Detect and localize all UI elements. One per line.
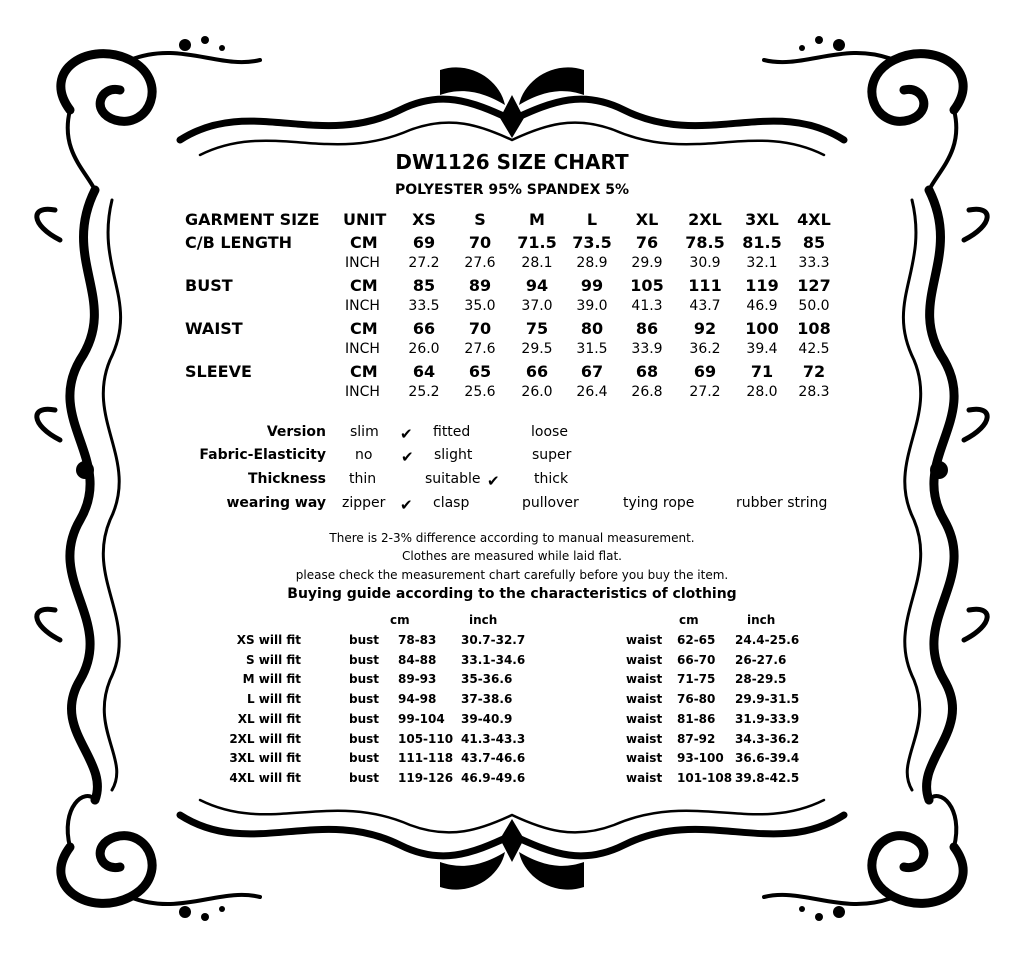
row-label: WAIST <box>185 319 243 338</box>
cell-inch: 28.9 <box>576 255 608 271</box>
guide-bust-cm: 111-118 <box>398 751 454 766</box>
guide-bust-cm: 89-93 <box>398 672 437 687</box>
check-icon: ✔ <box>401 448 414 466</box>
cell-inch: 25.2 <box>408 384 440 400</box>
guide-bust-cm: 94-98 <box>398 692 437 707</box>
guide-waist-inch: 31.9-33.9 <box>735 711 800 726</box>
check-icon: ✔ <box>487 472 500 490</box>
guide-bust-label: bust <box>349 751 380 766</box>
guide-waist-label: waist <box>626 731 663 746</box>
guide-bust-label: bust <box>349 633 380 647</box>
unit-cm: CM <box>350 319 378 338</box>
cell-inch: 25.6 <box>464 384 496 400</box>
size-header-xs: XS <box>412 210 436 229</box>
guide-waist-cm: 87-92 <box>677 731 716 746</box>
unit-inch: INCH <box>345 341 380 357</box>
guide-fit-label: 2XL will fit <box>229 731 301 746</box>
unit-cm: CM <box>350 276 378 295</box>
cell-cm: 119 <box>745 276 779 295</box>
guide-waist-cm: 66-70 <box>677 652 716 667</box>
row-label: BUST <box>185 276 233 295</box>
cell-inch: 33.9 <box>631 341 663 357</box>
size-header-s: S <box>474 210 486 229</box>
cell-inch: 36.2 <box>689 341 721 357</box>
attribute-label: wearing way <box>226 495 326 511</box>
guide-bust-inch: 43.7-46.6 <box>461 751 526 766</box>
cell-cm: 75 <box>525 319 549 338</box>
note-line: Clothes are measured while laid flat. <box>402 549 622 563</box>
unit-inch: INCH <box>345 255 380 271</box>
guide-waist-label: waist <box>626 633 663 647</box>
guide-waist-inch: 34.3-36.2 <box>735 731 800 746</box>
note-line: please check the measurement chart carefully before you buy the item. <box>295 568 729 582</box>
guide-bust-inch: 37-38.6 <box>461 692 513 707</box>
guide-bust-label: bust <box>349 770 380 785</box>
attribute-option: slim <box>350 424 379 440</box>
attribute-option: suitable <box>425 471 481 487</box>
cell-cm: 86 <box>635 319 659 338</box>
cell-inch: 28.1 <box>521 255 553 271</box>
attribute-label: Version <box>266 424 326 440</box>
guide-fit-label: L will fit <box>246 692 301 707</box>
guide-fit-label: 4XL will fit <box>229 770 301 785</box>
row-label: SLEEVE <box>185 362 252 381</box>
attribute-option: rubber string <box>736 495 828 511</box>
cell-inch: 37.0 <box>521 298 553 314</box>
guide-bust-inch: 46.9-49.6 <box>461 770 526 785</box>
guide-waist-inch: 26-27.6 <box>735 652 787 667</box>
attribute-option: fitted <box>433 424 471 440</box>
cell-inch: 46.9 <box>746 298 778 314</box>
cell-cm: 108 <box>797 319 831 338</box>
buying-guide-title: Buying guide according to the characteristics of clothing <box>287 586 737 602</box>
attribute-option: clasp <box>433 495 470 511</box>
attribute-option: zipper <box>342 495 386 511</box>
guide-header-cm: cm <box>390 613 410 627</box>
guide-waist-inch: 39.8-42.5 <box>735 770 800 785</box>
header-garment-size: GARMENT SIZE <box>185 210 320 229</box>
cell-inch: 27.6 <box>464 341 496 357</box>
guide-waist-inch: 24.4-25.6 <box>735 633 800 647</box>
cell-inch: 41.3 <box>631 298 663 314</box>
unit-cm: CM <box>350 233 378 252</box>
cell-inch: 42.5 <box>798 341 830 357</box>
cell-cm: 127 <box>797 276 831 295</box>
cell-cm: 92 <box>693 319 717 338</box>
guide-fit-label: XL will fit <box>237 711 301 726</box>
attribute-label: Fabric-Elasticity <box>199 447 326 463</box>
cell-cm: 76 <box>635 233 659 252</box>
guide-header-inch: inch <box>469 613 498 627</box>
guide-waist-cm: 101-108 <box>677 770 733 785</box>
guide-waist-label: waist <box>626 652 663 667</box>
cell-cm: 78.5 <box>685 233 725 252</box>
size-header-4xl: 4XL <box>797 210 831 229</box>
attribute-label: Thickness <box>247 471 326 487</box>
cell-cm: 105 <box>630 276 664 295</box>
cell-cm: 89 <box>468 276 492 295</box>
guide-header-inch: inch <box>747 613 776 627</box>
attribute-option: no <box>355 447 373 463</box>
cell-inch: 33.5 <box>408 298 440 314</box>
guide-waist-label: waist <box>626 770 663 785</box>
guide-bust-inch: 41.3-43.3 <box>461 731 526 746</box>
cell-inch: 33.3 <box>798 255 830 271</box>
row-label: C/B LENGTH <box>185 233 293 252</box>
guide-waist-cm: 71-75 <box>677 672 716 687</box>
cell-inch: 32.1 <box>746 255 778 271</box>
guide-header-cm: cm <box>679 613 699 627</box>
guide-bust-label: bust <box>349 692 380 707</box>
cell-cm: 80 <box>580 319 604 338</box>
guide-bust-cm: 105-110 <box>398 731 454 746</box>
cell-cm: 65 <box>468 362 492 381</box>
cell-inch: 39.0 <box>576 298 608 314</box>
attribute-option: thin <box>349 471 377 487</box>
guide-fit-label: XS will fit <box>236 633 301 647</box>
cell-cm: 70 <box>468 233 492 252</box>
guide-waist-cm: 81-86 <box>677 711 716 726</box>
attribute-option: loose <box>531 424 568 440</box>
guide-bust-label: bust <box>349 672 380 687</box>
cell-inch: 26.0 <box>408 341 440 357</box>
attribute-option: super <box>532 447 572 463</box>
guide-bust-inch: 30.7-32.7 <box>461 633 526 647</box>
cell-cm: 81.5 <box>742 233 782 252</box>
cell-cm: 85 <box>802 233 826 252</box>
cell-inch: 31.5 <box>576 341 608 357</box>
guide-bust-cm: 99-104 <box>398 711 445 726</box>
cell-inch: 29.9 <box>631 255 663 271</box>
attribute-option: thick <box>534 471 569 487</box>
cell-cm: 72 <box>802 362 826 381</box>
check-icon: ✔ <box>400 425 413 443</box>
guide-waist-cm: 62-65 <box>677 633 716 647</box>
cell-inch: 28.3 <box>798 384 830 400</box>
attribute-option: tying rope <box>623 495 695 511</box>
cell-cm: 68 <box>635 362 659 381</box>
material-composition: POLYESTER 95% SPANDEX 5% <box>394 182 630 198</box>
cell-inch: 30.9 <box>689 255 721 271</box>
cell-inch: 27.6 <box>464 255 496 271</box>
guide-bust-inch: 39-40.9 <box>461 711 513 726</box>
guide-waist-inch: 28-29.5 <box>735 672 787 687</box>
guide-waist-cm: 93-100 <box>677 751 724 766</box>
cell-inch: 39.4 <box>746 341 778 357</box>
cell-cm: 70 <box>468 319 492 338</box>
cell-cm: 85 <box>412 276 436 295</box>
cell-cm: 69 <box>412 233 436 252</box>
cell-inch: 26.8 <box>631 384 663 400</box>
cell-cm: 94 <box>525 276 549 295</box>
guide-waist-cm: 76-80 <box>677 692 716 707</box>
cell-inch: 27.2 <box>408 255 440 271</box>
cell-cm: 73.5 <box>572 233 612 252</box>
cell-inch: 43.7 <box>689 298 721 314</box>
unit-cm: CM <box>350 362 378 381</box>
header-unit: UNIT <box>343 210 387 229</box>
size-header-2xl: 2XL <box>688 210 722 229</box>
guide-bust-cm: 119-126 <box>398 770 454 785</box>
cell-cm: 64 <box>412 362 436 381</box>
guide-bust-label: bust <box>349 711 380 726</box>
cell-cm: 67 <box>580 362 604 381</box>
guide-waist-label: waist <box>626 711 663 726</box>
guide-fit-label: M will fit <box>242 672 301 687</box>
size-header-m: M <box>529 210 545 229</box>
guide-fit-label: S will fit <box>245 652 301 667</box>
guide-waist-label: waist <box>626 692 663 707</box>
cell-cm: 66 <box>412 319 436 338</box>
cell-cm: 111 <box>688 276 722 295</box>
cell-cm: 71.5 <box>517 233 557 252</box>
cell-inch: 28.0 <box>746 384 778 400</box>
cell-inch: 50.0 <box>798 298 830 314</box>
note-line: There is 2-3% difference according to manual measurement. <box>329 531 695 545</box>
cell-inch: 29.5 <box>521 341 553 357</box>
cell-cm: 71 <box>750 362 774 381</box>
guide-waist-label: waist <box>626 672 663 687</box>
unit-inch: INCH <box>345 384 380 400</box>
guide-bust-inch: 35-36.6 <box>461 672 513 687</box>
chart-title: DW1126 SIZE CHART <box>395 150 629 174</box>
size-header-3xl: 3XL <box>745 210 779 229</box>
guide-bust-cm: 78-83 <box>398 633 437 647</box>
cell-inch: 35.0 <box>464 298 496 314</box>
cell-inch: 27.2 <box>689 384 721 400</box>
guide-bust-label: bust <box>349 652 380 667</box>
guide-bust-label: bust <box>349 731 380 746</box>
cell-cm: 69 <box>693 362 717 381</box>
size-header-xl: XL <box>635 210 659 229</box>
check-icon: ✔ <box>400 496 413 514</box>
guide-waist-inch: 36.6-39.4 <box>735 751 800 766</box>
cell-cm: 99 <box>580 276 604 295</box>
guide-bust-cm: 84-88 <box>398 652 437 667</box>
guide-waist-label: waist <box>626 751 663 766</box>
attribute-option: slight <box>434 447 473 463</box>
cell-cm: 66 <box>525 362 549 381</box>
attribute-option: pullover <box>522 495 579 511</box>
size-header-l: L <box>586 210 598 229</box>
cell-inch: 26.4 <box>576 384 608 400</box>
guide-waist-inch: 29.9-31.5 <box>735 692 800 707</box>
guide-bust-inch: 33.1-34.6 <box>461 652 526 667</box>
cell-cm: 100 <box>745 319 779 338</box>
cell-inch: 26.0 <box>521 384 553 400</box>
unit-inch: INCH <box>345 298 380 314</box>
guide-fit-label: 3XL will fit <box>229 751 301 766</box>
